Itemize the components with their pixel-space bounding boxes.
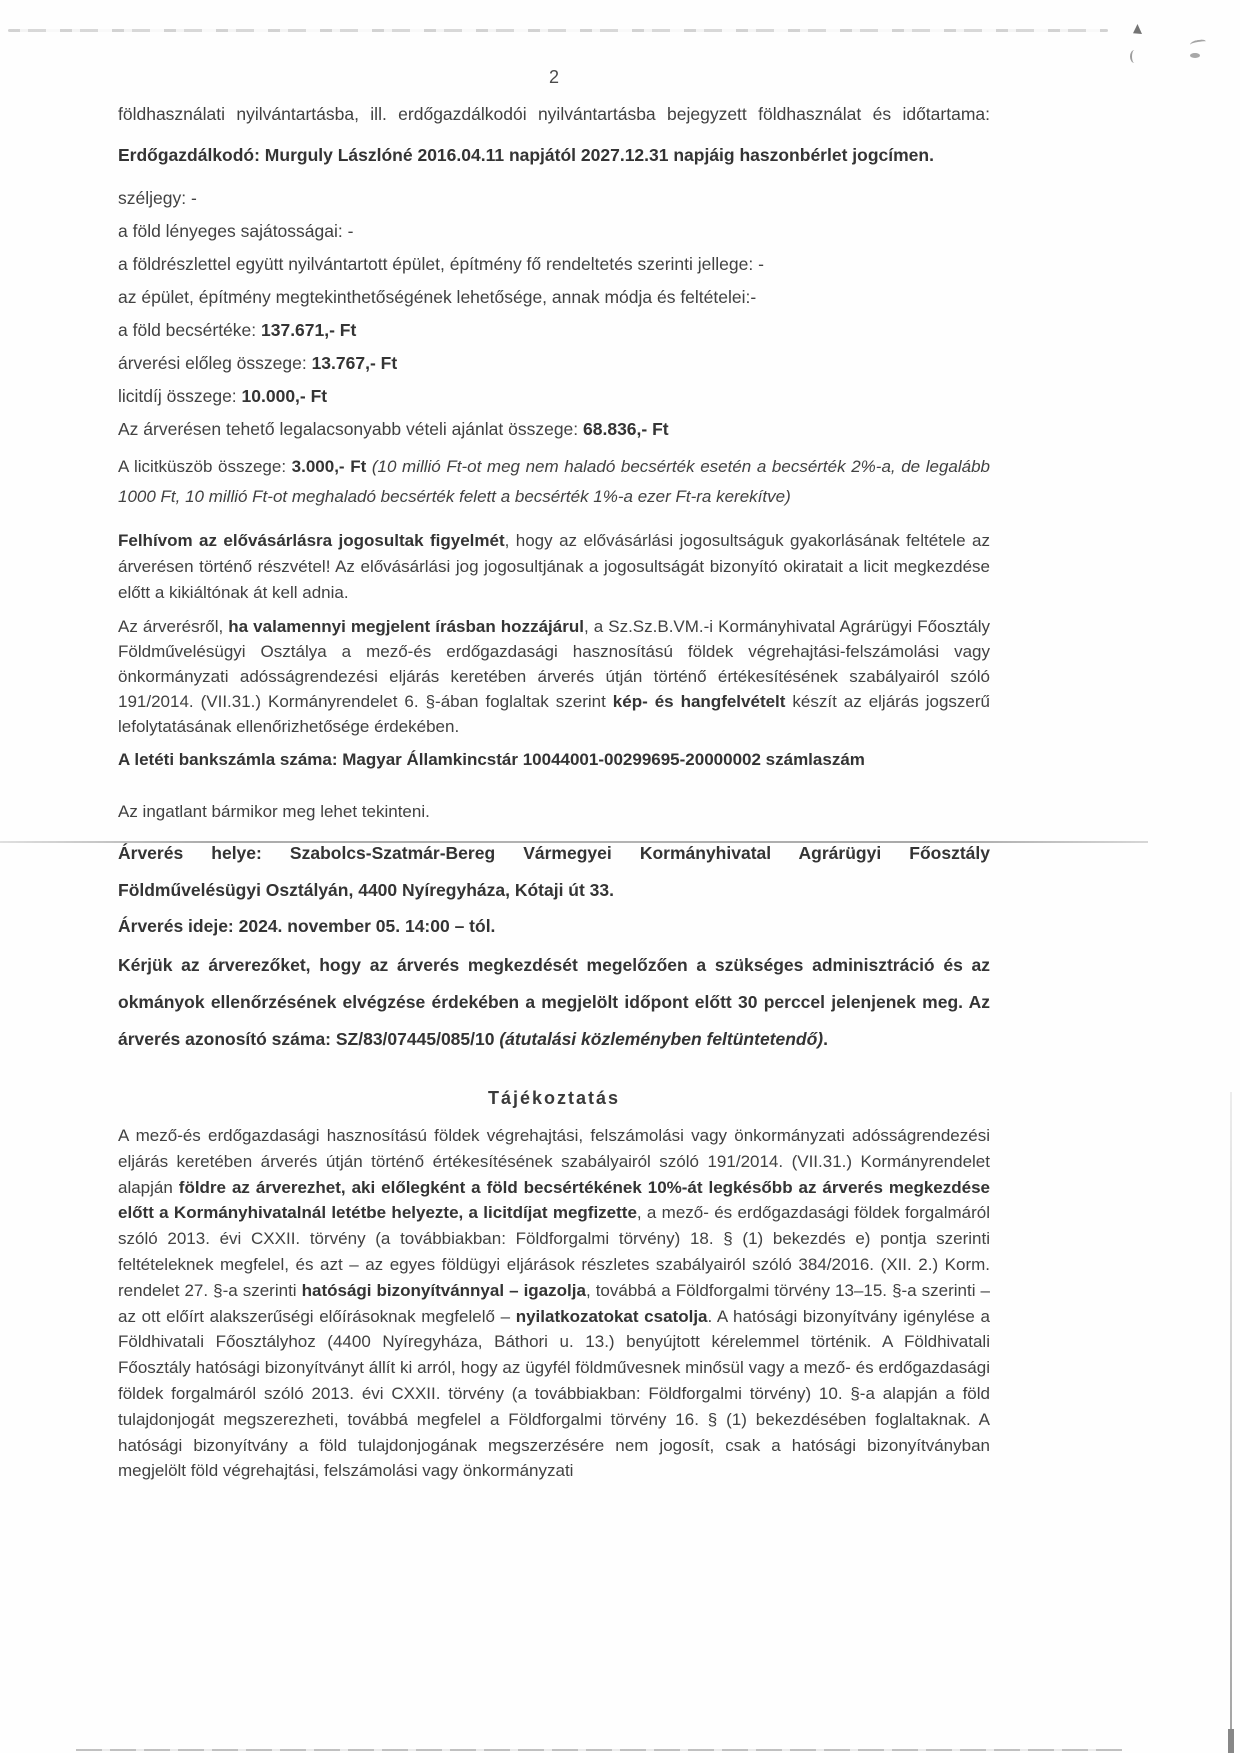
text-segment-italic: (átutalási közleményben feltüntetendő): [499, 1029, 824, 1049]
field-label: licitdíj összege:: [118, 386, 242, 406]
text-segment: Az árverésről,: [118, 617, 229, 636]
paragraph-arveresrol: [118, 614, 990, 739]
text-segment-bold: földre az árverezhet, aki előlegként a föld becsértékének 10%-át legkésőbb az árverés megkezdése előtt a Kormányhivatalnál letétbe helyezte, a licitdíjat megfizette: [118, 1177, 990, 1223]
paragraph-bankszamla: [118, 747, 990, 773]
field-label: árverési előleg összege:: [118, 353, 312, 373]
line-becsertek: [118, 314, 990, 347]
text-segment-bold: Erdőgazdálkodó: Murguly Lászlóné 2016.04.11 napjától 2027.12.31 napjáig haszonbérlet jogcímen.: [118, 145, 934, 165]
text-segment: , továbbá a Földforgalmi törvény 13–15. §-a szerinti – az ott előírt alakszerűségi előírásoknak megfelelő –: [118, 1280, 990, 1326]
scan-edge-bar-artifact: [1228, 1729, 1234, 1753]
paragraph-land-use: [118, 94, 990, 176]
text-segment-bold: Felhívom az elővásárlásra jogosultak figyelmét: [118, 531, 505, 550]
scan-bottom-line-artifact: [76, 1749, 1122, 1751]
paragraph-arveres-ideje: [118, 909, 990, 943]
paragraph-arveres-helye: [118, 835, 990, 909]
text-segment: , a Sz.Sz.B.VM.-i Kormányhivatal Agrárügyi Főosztály Földművelésügyi Osztálya a mező-és erdőgazdasági hasznosítású földek végrehajtási-felszámolási vagy önkormányzati adósságrendezési eljárás keretében árverés útján történő értékesítésének szabályairól szóló 191/2014. (VII.31.) Kormányrendelet 6. §-ában foglaltak szerint: [118, 617, 991, 711]
field-value: 10.000,- Ft: [241, 386, 328, 406]
field-label: Az árverésen tehető legalacsonyabb vételi ajánlat összege:: [118, 419, 584, 439]
line-szeljegy: széljegy: -: [118, 188, 197, 208]
paragraph-megtekintes: Az ingatlant bármikor meg lehet tekinteni.: [118, 802, 430, 821]
field-label: A licitküszöb összege:: [118, 457, 292, 476]
page-number: 2: [548, 67, 559, 87]
line-eloleg: [118, 347, 990, 380]
line-min-ajanlat: [118, 413, 990, 446]
text-segment: , hogy az elővásárlási jogosultságuk gyakorlásának feltétele az árverésen történő részvétel! Az elővásárlási jog jogosultjának a jogosultságát bizonyító okiratait a licit megkezdése előtt a kikiáltónak át kell adnia.: [118, 531, 990, 602]
text-segment-bold: Kérjük az árverezőket, hogy az árverés megkezdését megelőzően a szükséges adminisztráció és az okmányok ellenőrzésének elvégzése érdekében a megjelölt időpont előtt 30 perccel jelenjenek meg. Az árverés azonosító száma: SZ/83/07445/085/10: [118, 955, 990, 1049]
auction-datetime: Árverés ideje: 2024. november 05. 14:00 – tól.: [118, 916, 496, 936]
text-segment-bold: kép- és hangfelvételt: [612, 692, 786, 711]
text-segment-bold: hatósági bizonyítvánnyal – igazolja: [301, 1280, 586, 1300]
text-segment-bold: .: [823, 1029, 829, 1049]
text-segment-bold-italic: [499, 1029, 823, 1049]
paragraph-tajekoztatas-body: [118, 1123, 990, 1484]
scan-noise-artifact: [8, 29, 1108, 32]
text-segment: , a mező- és erdőgazdasági földek forgalmáról szóló 2013. évi CXXII. törvény (a továbbiakban: Földforgalmi törvény) 18. § (1) bekezdés e) pontja szerinti feltételeknek megfelel, és azt – az egyes földügyi eljárások részletes szabályairól szóló 384/2016. (XII. 2.) Korm. rendelet 27. §-a szerinti: [118, 1203, 990, 1300]
scan-horizontal-line-artifact: [0, 841, 1148, 843]
bank-account-line: A letéti bankszámla száma: Magyar Államkincstár 10044001-00299695-20000002 számlaszám: [118, 750, 865, 769]
field-value: 13.767,- Ft: [311, 353, 398, 373]
section-heading-tajekoztatas: Tájékoztatás: [487, 1088, 621, 1108]
line-epulet-jellege: a földrészlettel együtt nyilvántartott épület, építmény fő rendeltetés szerinti jellege: -: [118, 254, 764, 274]
text-segment-bold: nyilatkozatokat csatolja: [515, 1306, 708, 1326]
line-megtekinthetoseg: az épület, építmény megtekinthetőségének lehetősége, annak módja és feltételei:-: [118, 287, 757, 307]
text-segment: földhasználati nyilvántartásba, ill. erdőgazdálkodói nyilvántartásba bejegyzett földhasználat és időtartama:: [118, 104, 990, 124]
text-segment-bold: ha valamennyi megjelent írásban hozzájárul: [228, 617, 584, 636]
scan-speck-artifact: [1190, 53, 1200, 58]
field-note-italic: (10 millió Ft-ot meg nem haladó becsérték esetén a becsérték 2%-a, de legalább 1000 Ft, 10 millió Ft-ot meghaladó becsérték felett a becsérték 1%-a ezer Ft-ra kerekítve): [118, 457, 991, 506]
text-segment: készít az eljárás jogszerű lefolytatásának ellenőrizhetősége érdekében.: [118, 692, 990, 736]
field-value: 3.000,- Ft: [291, 457, 372, 476]
scan-vertical-line-artifact: [1230, 1092, 1232, 1753]
field-label: a föld becsértéke:: [118, 320, 261, 340]
paragraph-licitkuszob: [118, 452, 990, 512]
field-value: 137.671,- Ft: [261, 320, 357, 340]
paragraph-kerjuk: [118, 947, 990, 1058]
line-licitdij: [118, 380, 990, 413]
paragraph-felhivom: [118, 528, 990, 606]
auction-location: Árverés helye: Szabolcs-Szatmár-Bereg Vármegyei Kormányhivatal Agrárügyi Főosztály Földművelésügyi Osztályán, 4400 Nyíregyháza, Kótaji út 33.: [118, 843, 990, 900]
text-segment: A mező-és erdőgazdasági hasznosítású földek végrehajtási, felszámolási vagy önkormányzati adósságrendezési eljárás keretében árverés útján történő értékesítésének szabályairól szóló 191/2014. (VII.31.) Kormányrendelet alapján: [118, 1126, 990, 1197]
scan-speck-artifact: [1130, 50, 1139, 63]
line-sajatossagok: a föld lényeges sajátosságai: -: [118, 221, 354, 241]
field-value: 68.836,- Ft: [583, 419, 669, 439]
text-segment: . A hatósági bizonyítvány igénylése a Földhivatali Főosztályhoz (4400 Nyíregyháza, Báthori u. 13.) benyújtott kérelemmel történik. A Földhivatali Főosztály hatósági bizonyítványt állít ki arról, hogy az ügyfél földművesnek minősül vagy a mező- és erdőgazdasági földek forgalmáról szóló 2013. évi CXXII. törvény (a továbbiakban: Földforgalmi törvény) 10. §-a alapján a föld tulajdonjogát megszerezheti, továbbá megfelel a Földforgalmi törvény 16. § (1) bekezdésében foglaltaknak. A hatósági bizonyítvány a föld tulajdonjogának megszerzésére nem jogosít, csak a hatósági bizonyítványban megjelölt föld végrehajtási, felszámolási vagy önkormányzati: [118, 1306, 990, 1481]
